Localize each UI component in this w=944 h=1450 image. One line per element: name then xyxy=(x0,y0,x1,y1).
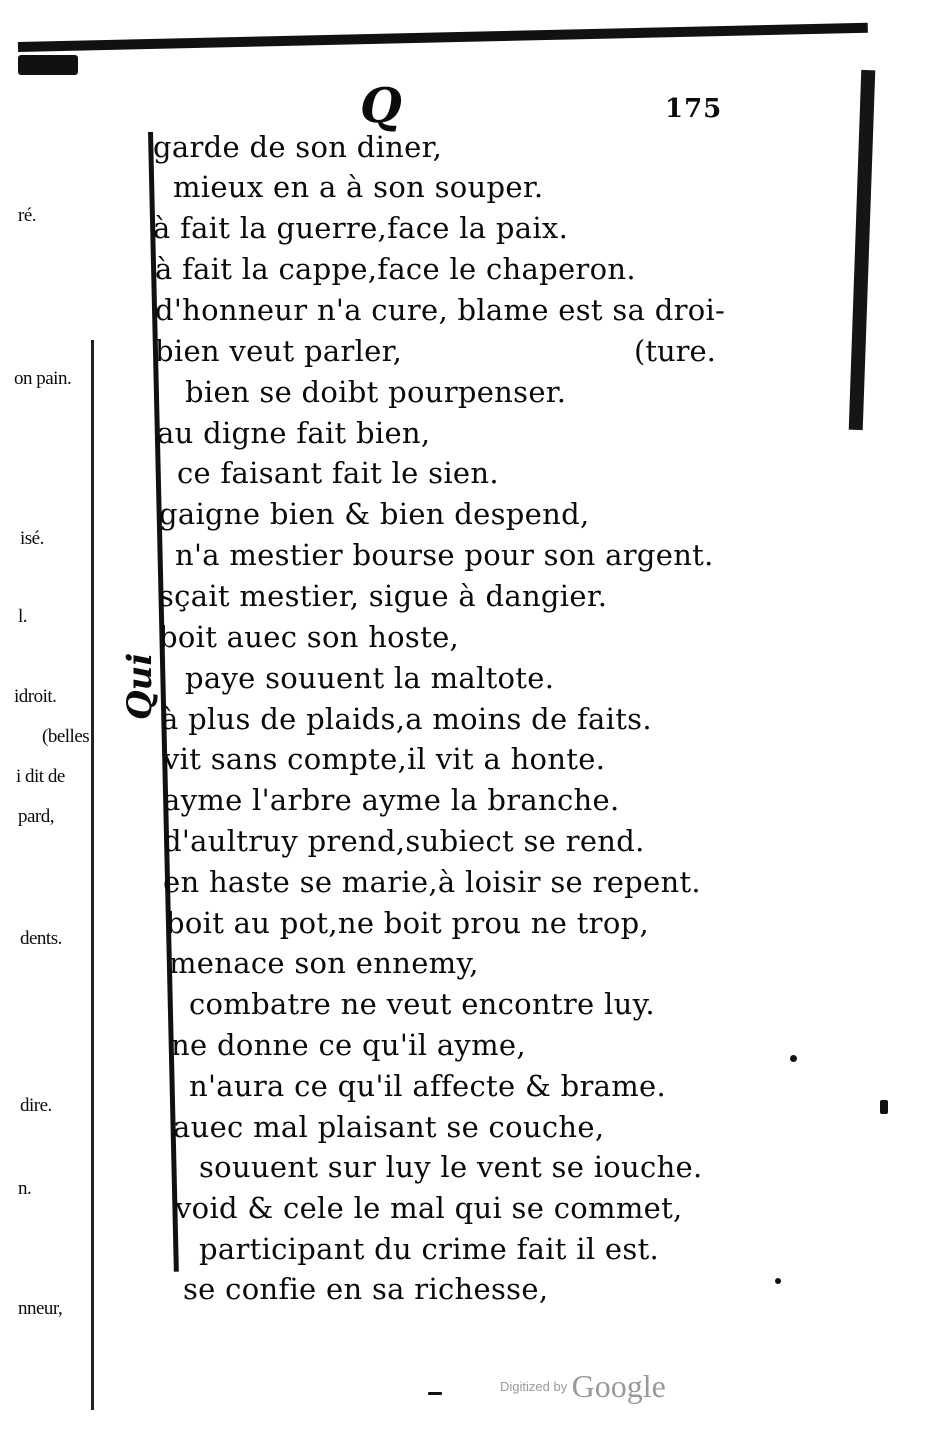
text-line: à plus de plaids,a moins de faits. xyxy=(161,702,652,736)
ink-speck xyxy=(790,1055,797,1062)
text-line: bien veut parler, xyxy=(155,334,403,368)
margin-fragment: on pain. xyxy=(14,368,72,389)
margin-fragment: l. xyxy=(18,606,28,627)
side-label: Qui xyxy=(120,652,160,720)
text-line: vit sans compte,il vit a honte. xyxy=(163,742,606,776)
margin-fragment: n. xyxy=(18,1178,32,1199)
section-rubric: Q xyxy=(360,78,402,134)
margin-fragment: pard, xyxy=(18,806,55,827)
text-line: à fait la guerre,face la paix. xyxy=(153,211,569,245)
margin-fragment: dire. xyxy=(20,1095,52,1116)
text-line: participant du crime fait il est. xyxy=(199,1232,660,1266)
watermark-logo: Google xyxy=(571,1368,666,1404)
text-line: gaigne bien & bien despend, xyxy=(159,497,590,531)
text-line: souuent sur luy le vent se iouche. xyxy=(199,1150,703,1184)
text-line: d'aultruy prend,subiect se rend. xyxy=(163,824,645,858)
text-line: combatre ne veut encontre luy. xyxy=(189,987,655,1021)
text-line: en haste se marie,à loisir se repent. xyxy=(163,865,701,899)
margin-fragment: dents. xyxy=(20,928,62,949)
ink-speck xyxy=(428,1392,442,1395)
text-line: n'a mestier bourse pour son argent. xyxy=(175,538,714,572)
text-line: d'honneur n'a cure, blame est sa droi- xyxy=(155,293,726,327)
digitization-watermark xyxy=(500,1368,666,1405)
text-line: bien se doibt pourpenser. xyxy=(185,375,567,409)
text-line: boit au pot,ne boit prou ne trop, xyxy=(166,906,649,940)
margin-fragment: nneur, xyxy=(18,1298,63,1319)
ink-speck xyxy=(880,1100,888,1114)
text-line: ayme l'arbre ayme la branche. xyxy=(163,783,620,817)
line-continuation: (ture. xyxy=(634,334,716,368)
watermark-prefix: Digitized by xyxy=(500,1379,568,1394)
page-number: 175 xyxy=(665,94,723,124)
text-line: garde de son diner, xyxy=(153,130,443,164)
text-line: n'aura ce qu'il affecte & brame. xyxy=(189,1069,667,1103)
text-line: ne donne ce qu'il ayme, xyxy=(171,1028,526,1062)
text-line: se confie en sa richesse, xyxy=(183,1272,549,1306)
margin-fragment: ré. xyxy=(18,205,37,226)
text-line: sçait mestier, sigue à dangier. xyxy=(159,579,608,613)
text-line: à fait la cappe,face le chaperon. xyxy=(155,252,636,286)
text-line: void & cele le mal qui se commet, xyxy=(175,1191,683,1225)
text-line: auec mal plaisant se couche, xyxy=(173,1110,605,1144)
margin-fragment: (belles xyxy=(42,726,90,747)
ink-speck xyxy=(775,1278,781,1284)
margin-fragment: i dit de xyxy=(16,766,65,787)
text-line: boit auec son hoste, xyxy=(159,620,460,654)
text-line: ce faisant fait le sien. xyxy=(177,456,499,490)
text-line: menace son ennemy, xyxy=(169,946,479,980)
text-line: au digne fait bien, xyxy=(157,416,431,450)
text-line: paye souuent la maltote. xyxy=(185,661,555,695)
margin-fragment: idroit. xyxy=(14,686,57,707)
margin-fragment: isé. xyxy=(20,528,44,549)
text-line: mieux en a à son souper. xyxy=(173,170,544,204)
